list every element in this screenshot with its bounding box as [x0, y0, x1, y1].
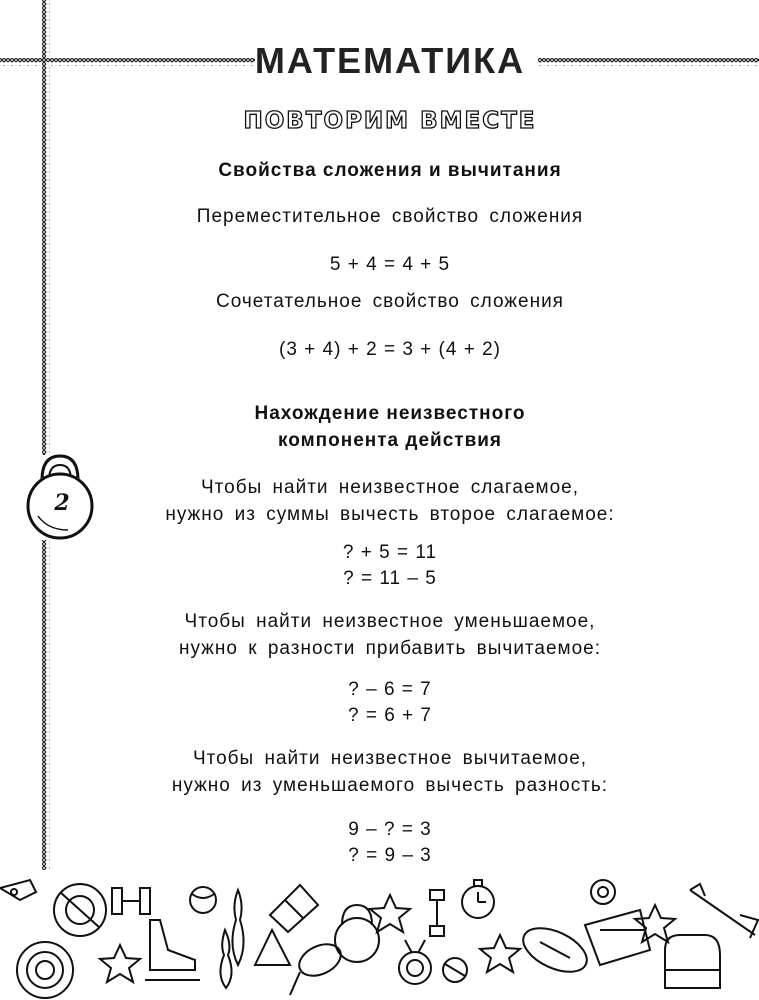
- equation: 9 – ? = 3: [348, 819, 432, 840]
- rule-line: Чтобы найти неизвестное вычитаемое,: [192, 748, 588, 769]
- page-number: 2: [54, 490, 70, 516]
- rule-equations: [60, 677, 720, 729]
- rule-text: [60, 745, 720, 799]
- equation: ? + 5 = 11: [342, 542, 438, 563]
- dumbbell-icon: [112, 888, 150, 914]
- rule-equations: [60, 540, 720, 592]
- rule-line: нужно из уменьшаемого вычесть разность:: [171, 775, 609, 796]
- rule-text: [60, 474, 720, 528]
- section2-heading: [60, 400, 720, 454]
- whistle-icon: [0, 880, 36, 900]
- ribbon-icon: [17, 942, 73, 998]
- rule-line: Чтобы найти неизвестное слагаемое,: [200, 477, 580, 498]
- section2-heading-line1: Нахождение неизвестного: [254, 403, 526, 424]
- medal-icon: [399, 940, 431, 984]
- rugby-ball-icon: [517, 919, 594, 980]
- equation: ? = 6 + 7: [347, 705, 432, 726]
- ball-icon: [190, 887, 216, 913]
- commutative-example: 5 + 4 = 4 + 5: [329, 254, 451, 275]
- rule-line: нужно из суммы вычесть второе слагаемое:: [165, 504, 615, 525]
- section-subtitle: ПОВТОРИМ ВМЕСТЕ: [243, 108, 537, 134]
- disc-icon: [54, 884, 106, 936]
- bowling-pin-icon: [220, 890, 243, 988]
- skate-icon: [145, 920, 200, 980]
- page-title: МАТЕМАТИКА: [254, 40, 526, 81]
- associative-label: Сочетательное свойство сложения: [216, 291, 564, 312]
- equation: ? – 6 = 7: [348, 679, 432, 700]
- equation: ? = 11 – 5: [343, 568, 437, 589]
- star-icon: [100, 945, 140, 982]
- dart-icon: [690, 884, 758, 938]
- rule-equations: [60, 817, 720, 869]
- equation: ? = 9 – 3: [348, 845, 432, 866]
- rule-line: нужно к разности прибавить вычитаемое:: [178, 638, 602, 659]
- footer-doodles: [0, 870, 759, 1000]
- glove-icon: [665, 935, 720, 988]
- section2-heading-line2: компонента действия: [277, 430, 503, 451]
- rule-text: [60, 608, 720, 662]
- shuttlecock-icon: [270, 885, 318, 932]
- stopwatch-icon: [462, 880, 494, 918]
- section1-heading: Свойства сложения и вычитания: [218, 160, 562, 181]
- associative-example: (3 + 4) + 2 = 3 + (4 + 2): [279, 339, 501, 360]
- commutative-label: Переместительное свойство сложения: [196, 206, 584, 227]
- rule-line: Чтобы найти неизвестное уменьшаемое,: [184, 611, 596, 632]
